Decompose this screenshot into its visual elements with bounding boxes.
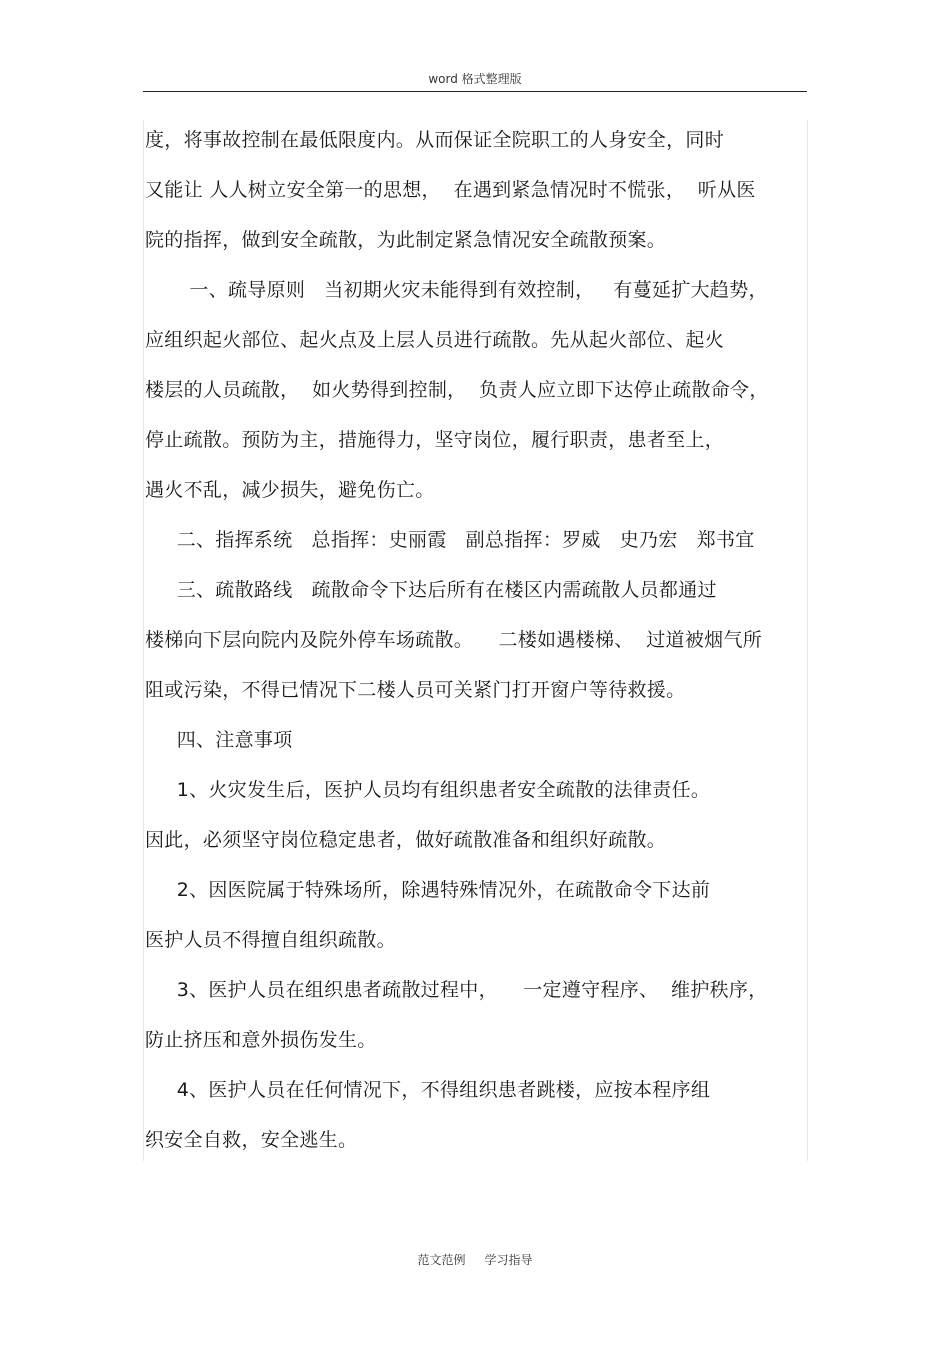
list-item-line: 2、因医院属于特殊场所，除遇特殊情况外，在疏散命令下达前	[145, 879, 711, 901]
body-line: 织安全自救，安全逃生。	[145, 1129, 358, 1151]
body-line: 楼层的人员疏散， 如火势得到控制， 负责人应立即下达停止疏散命令，	[145, 379, 769, 401]
body-line: 应组织起火部位、起火点及上层人员进行疏散。先从起火部位、起火	[145, 329, 725, 351]
section-heading-line: 一、疏导原则 当初期火灾未能得到有效控制， 有蔓延扩大趋势，	[145, 279, 768, 301]
section-heading-line: 三、疏散路线 疏散命令下达后所有在楼区内需疏散人员都通过	[145, 579, 717, 601]
page-header: word 格式整理版	[428, 72, 522, 86]
list-item-line: 4、医护人员在任何情况下，不得组织患者跳楼，应按本程序组	[145, 1079, 711, 1101]
body-line: 防止挤压和意外损伤发生。	[145, 1029, 377, 1051]
body-line: 遇火不乱，减少损失，避免伤亡。	[145, 479, 435, 501]
body-line: 楼梯向下层向院内及院外停车场疏散。 二楼如遇楼梯、 过道被烟气所	[145, 629, 763, 651]
page-footer: 范文范例 学习指导	[417, 1253, 533, 1267]
section-heading-line: 二、指挥系统 总指挥：史丽霞 副总指挥：罗威 史乃宏 郑书宜	[145, 529, 755, 551]
body-line: 又能让 人人树立安全第一的思想， 在遇到紧急情况时不慌张， 听从医	[145, 179, 756, 201]
section-heading-line: 四、注意事项	[145, 729, 293, 751]
list-item-line: 1、火灾发生后，医护人员均有组织患者安全疏散的法律责任。	[145, 779, 711, 801]
body-line: 院的指挥，做到安全疏散，为此制定紧急情况安全疏散预案。	[145, 229, 667, 251]
body-line: 医护人员不得擅自组织疏散。	[145, 929, 396, 951]
list-item-line: 3、医护人员在组织患者疏散过程中， 一定遵守程序、 维护秩序，	[145, 979, 768, 1001]
body-line: 停止疏散。预防为主，措施得力，坚守岗位，履行职责，患者至上，	[145, 429, 725, 451]
body-line: 因此，必须坚守岗位稳定患者，做好疏散准备和组织好疏散。	[145, 829, 667, 851]
header-divider	[143, 91, 807, 92]
body-line: 阻或污染，不得已情况下二楼人员可关紧门打开窗户等待救援。	[145, 679, 686, 701]
body-line: 度，将事故控制在最低限度内。从而保证全院职工的人身安全，同时	[145, 129, 725, 151]
